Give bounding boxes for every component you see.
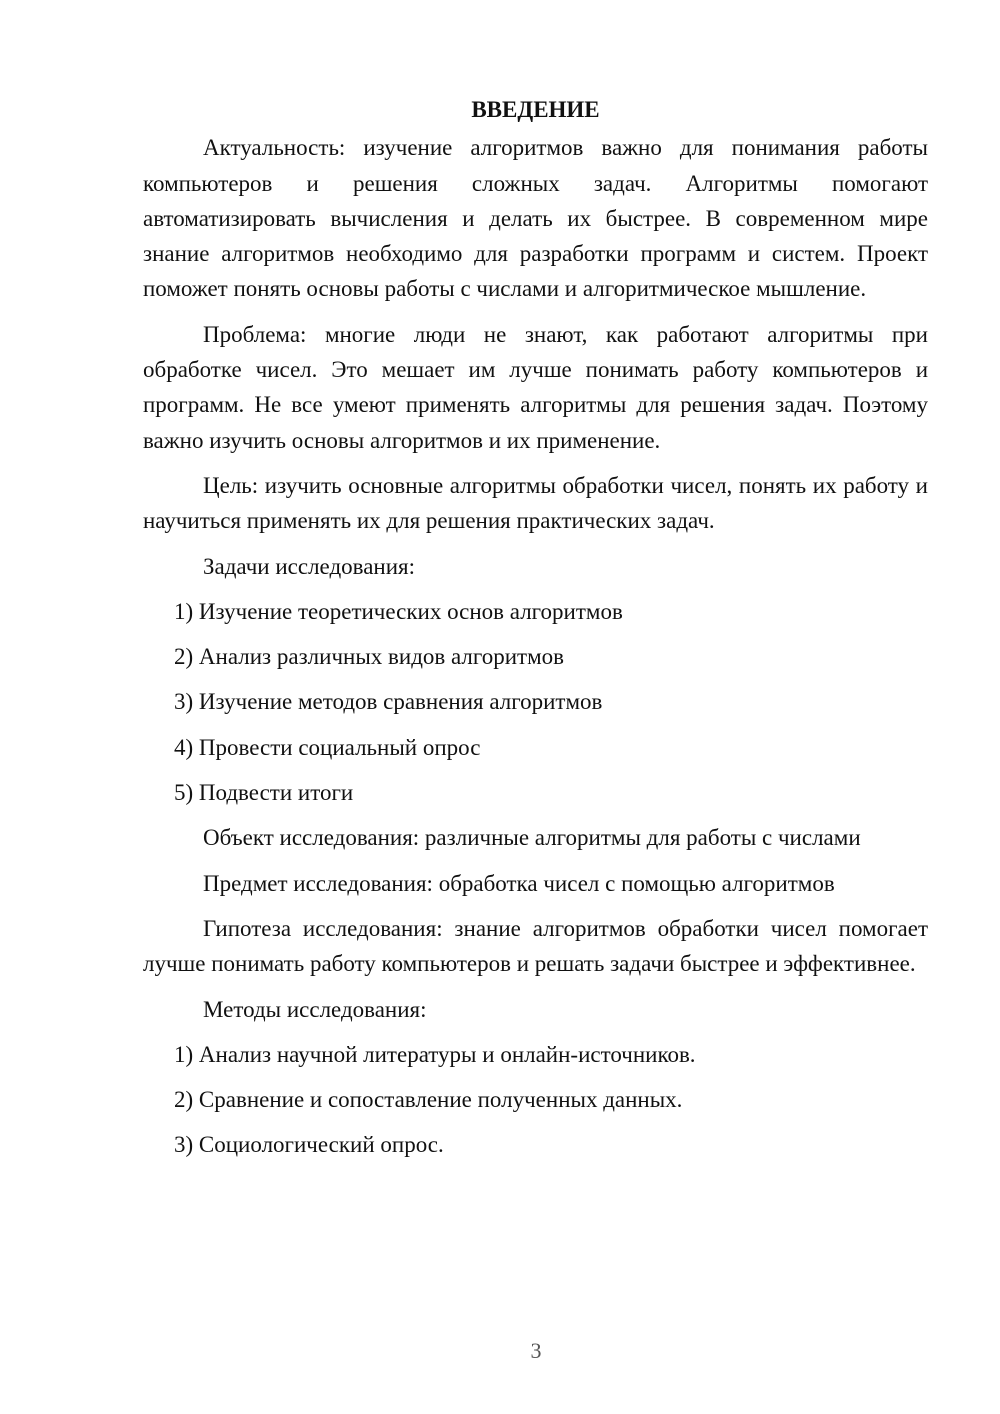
task-item: 4) Провести социальный опрос — [174, 734, 481, 760]
method-item: 1) Анализ научной литературы и онлайн-источников. — [174, 1041, 696, 1067]
task-item: 1) Изучение теоретических основ алгоритмов — [174, 598, 623, 624]
tasks-heading: Задачи исследования: — [203, 553, 416, 579]
task-item: 5) Подвести итоги — [174, 780, 354, 806]
task-item: 3) Изучение методов сравнения алгоритмов — [174, 689, 603, 715]
task-item: 2) Анализ различных видов алгоритмов — [174, 644, 565, 670]
problem-paragraph: Проблема: многие люди не знают, как работают алгоритмы при обработке чисел. Это мешает им лучше понимать работу компьютеров и программ. Не все умеют применять алгоритмы для решения задач. Поэтому важно изучить основы алгоритмов и их применение. — [143, 321, 928, 453]
method-item: 3) Социологический опрос. — [174, 1132, 444, 1158]
methods-heading: Методы исследования: — [203, 996, 427, 1022]
page-title: ВВЕДЕНИЕ — [471, 97, 600, 122]
object-line: Объект исследования: различные алгоритмы для работы с числами — [203, 825, 861, 851]
subject-line: Предмет исследования: обработка чисел с помощью алгоритмов — [203, 870, 835, 896]
goal-paragraph: Цель: изучить основные алгоритмы обработки чисел, понять их работу и научиться применять их для решения практических задач. — [143, 472, 928, 534]
page-content — [143, 92, 928, 1173]
method-item: 2) Сравнение и сопоставление полученных данных. — [174, 1087, 683, 1113]
hypothesis-paragraph: Гипотеза исследования: знание алгоритмов обработки чисел помогает лучше понимать работу компьютеров и решать задачи быстрее и эффективнее. — [143, 915, 928, 977]
relevance-paragraph: Актуальность: изучение алгоритмов важно для понимания работы компьютеров и решения сложных задач. Алгоритмы помогают автоматизировать вычисления и делать их быстрее. В современном мире знание алгоритмов необходимо для разработки программ и систем. Проект поможет понять основы работы с числами и алгоритмическое мышление. — [143, 135, 928, 302]
page-number: 3 — [530, 1338, 542, 1363]
